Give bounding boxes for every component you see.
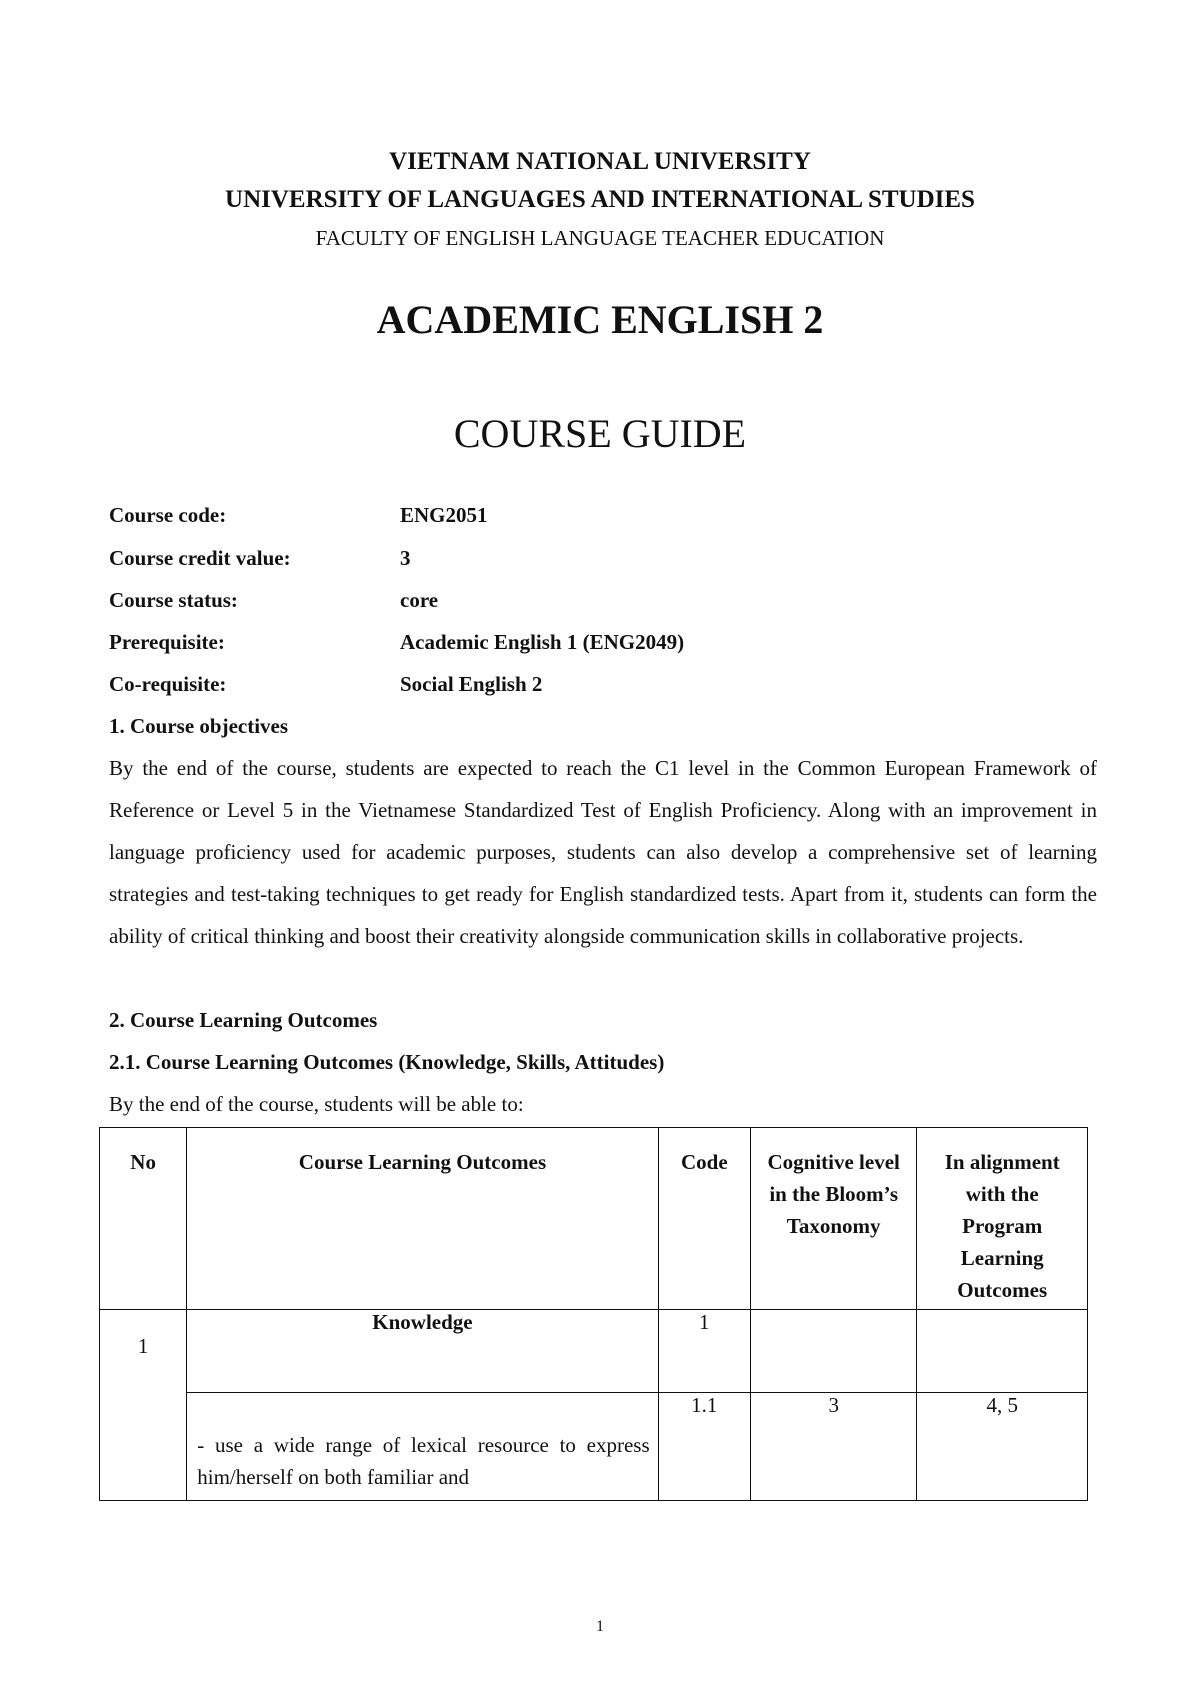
- section-heading-outcomes: 2. Course Learning Outcomes: [109, 1008, 378, 1032]
- info-label: Course code:: [109, 503, 227, 527]
- course-title: ACADEMIC ENGLISH 2: [376, 297, 824, 342]
- cell-outcome-alignment: 4, 5: [917, 1393, 1088, 1501]
- info-label: Course credit value:: [109, 546, 291, 570]
- info-label: Course status:: [109, 588, 238, 612]
- cell-no: [100, 1310, 187, 1501]
- page-number: 1: [596, 1618, 604, 1635]
- info-value: core: [400, 588, 439, 612]
- cell-outcome-code: 1.1: [658, 1393, 750, 1501]
- objectives-paragraph: By the end of the course, students are expected to reach the C1 level in the Common European Framework of Reference or Level 5 in the Vietnamese Standardized Test of English Proficiency. Along with an improvement in language proficiency used for academic purposes, students can also develop a comprehensive set of learning strategies and test-taking techniques to get ready for English standardized tests. Apart from it, students can form the ability of critical thinking and boost their creativity alongside communication skills in collaborative projects.: [109, 756, 1097, 948]
- cell-group-alignment: [917, 1310, 1088, 1393]
- info-label: Prerequisite:: [109, 630, 225, 654]
- header-cognitive: Cognitive level in the Bloom’s Taxonomy: [750, 1128, 917, 1310]
- header-alignment: In alignment with the Program Learning Outcomes: [917, 1128, 1088, 1310]
- section-heading-objectives: 1. Course objectives: [109, 714, 289, 738]
- info-value: Academic English 1 (ENG2049): [400, 630, 685, 654]
- info-label: Co-requisite:: [109, 672, 227, 696]
- row-number: 1: [137, 1334, 149, 1358]
- info-value: ENG2051: [400, 503, 488, 527]
- header-code: Code: [658, 1128, 750, 1310]
- table-header-row: [100, 1128, 1088, 1310]
- learning-outcomes-table: [99, 1127, 1088, 1501]
- header-outcomes: Course Learning Outcomes: [187, 1128, 658, 1310]
- cell-group-cognitive: [750, 1310, 917, 1393]
- info-value: 3: [400, 546, 411, 570]
- table-row: [100, 1393, 1088, 1501]
- header-no: No: [100, 1128, 187, 1310]
- cell-outcome-description: - use a wide range of lexical resource to express him/herself on both familiar and: [187, 1393, 658, 1501]
- table-row: [100, 1310, 1088, 1393]
- university-name: VIETNAM NATIONAL UNIVERSITY: [389, 148, 811, 175]
- cell-group-code: 1: [658, 1310, 750, 1393]
- cell-group-label: Knowledge: [187, 1310, 658, 1393]
- outcomes-intro: By the end of the course, students will be able to:: [109, 1092, 524, 1116]
- document-title: COURSE GUIDE: [453, 411, 747, 456]
- faculty-name: FACULTY OF ENGLISH LANGUAGE TEACHER EDUCATION: [315, 226, 885, 250]
- subsection-heading-outcomes: 2.1. Course Learning Outcomes (Knowledge, Skills, Attitudes): [109, 1050, 665, 1074]
- cell-outcome-cognitive: 3: [750, 1393, 917, 1501]
- info-value: Social English 2: [400, 672, 543, 696]
- school-name: UNIVERSITY OF LANGUAGES AND INTERNATIONAL STUDIES: [225, 186, 975, 213]
